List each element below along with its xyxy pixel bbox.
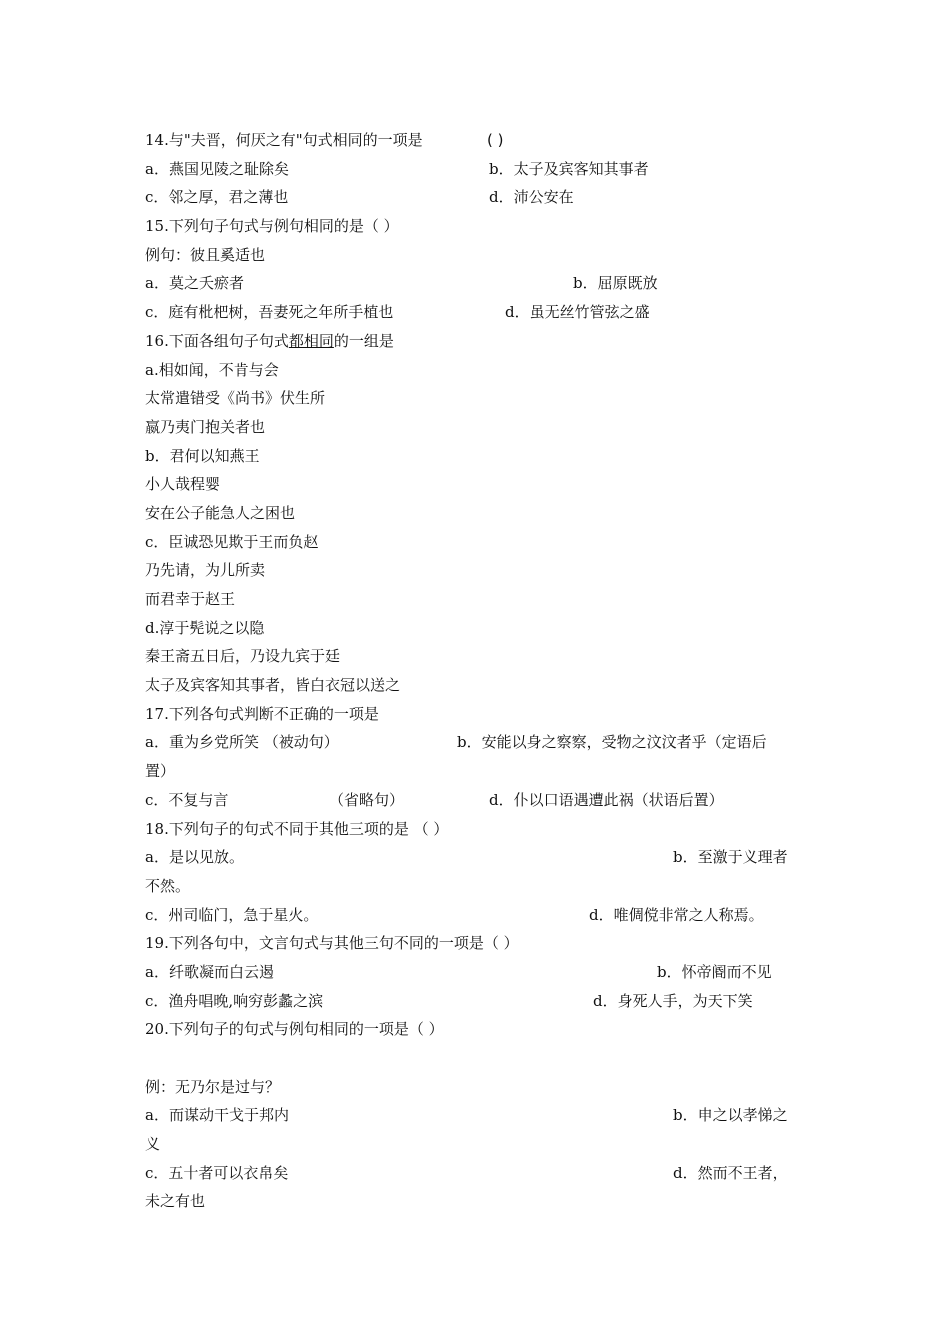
option-b-line-3: 安在公子能急人之困也 — [145, 503, 296, 522]
option-b-continuation: 义 — [145, 1135, 161, 1154]
option-a: a．而谋动干戈于邦内 — [145, 1106, 289, 1125]
option-c: c．州司临门，急于星火。 — [145, 905, 319, 924]
option-b: b．至激于义理者 — [673, 848, 788, 867]
question-20-stem: 20.下列句子的句式与例句相同的一项是（ ） — [145, 1020, 444, 1039]
question-20-row-2 — [145, 1159, 805, 1188]
option-d-continuation: 未之有也 — [145, 1192, 206, 1211]
question-15-row-1 — [145, 269, 805, 298]
document-page — [145, 126, 805, 1216]
option-a-line-1: a.相如闻，不肯与会 — [145, 360, 279, 379]
question-15-stem: 15.下列句子句式与例句相同的是（ ） — [145, 217, 399, 236]
option-b-line-2: 小人哉程婴 — [145, 475, 221, 494]
question-16-text-underlined: 都相同 — [288, 331, 334, 350]
question-19-row-1 — [145, 958, 805, 987]
option-a-line-2: 太常遣错受《尚书》伏生所 — [145, 389, 326, 408]
option-b-continuation: 不然。 — [145, 876, 191, 895]
option-d: d．沛公安在 — [489, 188, 574, 207]
question-16-stem — [145, 327, 805, 356]
option-d-line-3: 太子及宾客知其事者，皆白衣冠以送之 — [145, 676, 401, 695]
question-19-stem: 19.下列各句中，文言句式与其他三句不同的一项是（ ） — [145, 934, 519, 953]
option-a-line-3: 嬴乃夷门抱关者也 — [145, 417, 266, 436]
option-c: c．庭有枇杷树，吾妻死之年所手植也 — [145, 303, 394, 322]
option-b-line-1: b．君何以知燕王 — [145, 446, 260, 465]
answer-parentheses: ( ) — [487, 131, 504, 149]
question-18-row-2 — [145, 901, 805, 930]
question-17-stem: 17.下列各句式判断不正确的一项是 — [145, 704, 379, 723]
question-14-stem — [145, 126, 805, 155]
option-a: a．重为乡党所笑 （被动句） — [145, 733, 339, 752]
question-14-row-2 — [145, 183, 805, 212]
question-19-row-2 — [145, 987, 805, 1016]
option-c-line-1: c．臣诚恐见欺于王而负赵 — [145, 532, 319, 551]
question-14-row-1 — [145, 155, 805, 184]
option-b: b．太子及宾客知其事者 — [489, 159, 649, 178]
option-a: a．燕国见陵之耻除矣 — [145, 159, 289, 178]
option-c-line-3: 而君幸于赵王 — [145, 590, 236, 608]
question-18-stem: 18.下列句子的句式不同于其他三项的是 （ ） — [145, 819, 449, 838]
option-a: a．莫之夭瘀者 — [145, 274, 244, 293]
option-d: d．唯倜傥非常之人称焉。 — [589, 905, 764, 924]
option-c: c．邻之厚，君之薄也 — [145, 188, 289, 207]
question-15-row-2 — [145, 298, 805, 327]
option-d-line-2: 秦王斋五日后，乃设九宾于廷 — [145, 647, 341, 666]
question-17-row-1 — [145, 728, 805, 757]
option-d: d．仆以口语遇遭此祸（状语后置） — [489, 790, 724, 809]
option-a: a．是以见放。 — [145, 848, 244, 867]
option-b: b．安能以身之察察，受物之汶汶者乎（定语后 — [457, 733, 767, 752]
option-d: d．虽无丝竹管弦之盛 — [505, 303, 650, 322]
option-b: b．怀帝阍而不见 — [657, 962, 772, 981]
option-b-continuation: 置） — [145, 762, 176, 781]
option-c: c．渔舟唱晚,响穷彭蠡之滨 — [145, 991, 324, 1010]
option-d: d．然而不王者， — [673, 1163, 788, 1182]
option-d: d．身死人手，为天下笑 — [593, 991, 753, 1010]
question-16-text-post: 的一组是 — [333, 331, 394, 350]
blank-line — [145, 1044, 805, 1073]
option-b: b．申之以孝悌之 — [673, 1106, 788, 1125]
question-18-row-1 — [145, 843, 805, 872]
option-c: c．不复与言 — [145, 790, 229, 809]
question-17-row-2 — [145, 786, 805, 815]
question-15-example: 例句：彼且奚适也 — [145, 245, 266, 264]
question-20-example: 例：无乃尔是过与？ — [145, 1077, 281, 1096]
question-16-text-pre: 16.下面各组句子句式 — [145, 331, 289, 350]
option-d-line-1: d.淳于髡说之以隐 — [145, 618, 265, 637]
option-c: c．五十者可以衣帛矣 — [145, 1163, 289, 1182]
option-a: a．纤歌凝而白云遏 — [145, 962, 274, 981]
option-c-line-2: 乃先请，为儿所卖 — [145, 561, 266, 580]
question-14-text: 14.与"夫晋，何厌之有"句式相同的一项是 — [145, 131, 423, 149]
option-c-note: （省略句） — [329, 790, 405, 809]
option-b: b．屈原既放 — [573, 274, 658, 293]
question-20-row-1 — [145, 1101, 805, 1130]
